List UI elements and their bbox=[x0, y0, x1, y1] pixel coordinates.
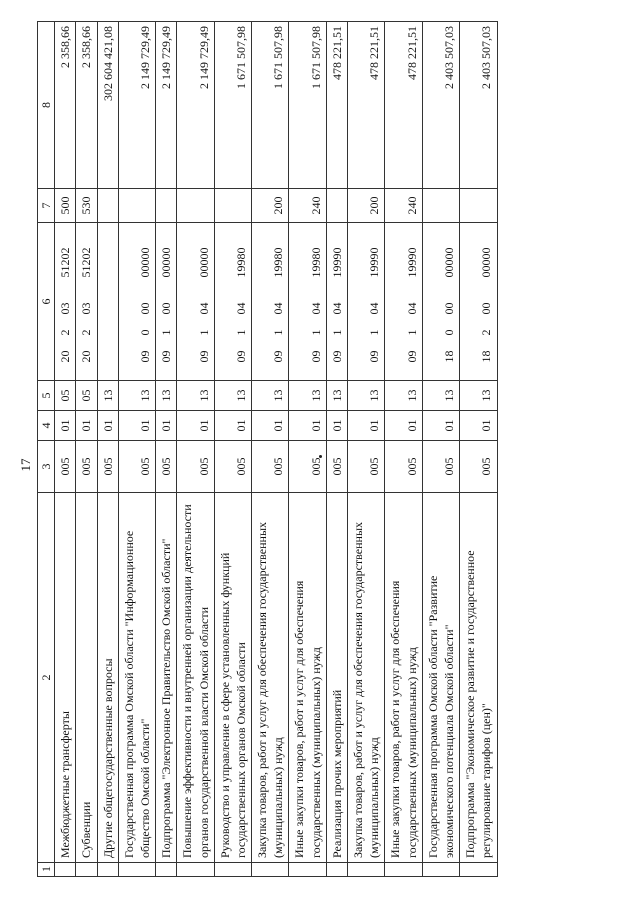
target-article-part-4: 51202 bbox=[79, 247, 94, 278]
section-code-cell: 01 bbox=[422, 411, 459, 441]
amount-cell: 478 221,51 bbox=[385, 22, 422, 189]
item-name-cell: Повышение эффективности и внутренней организации деятельности органов государственной власти Омской области bbox=[177, 493, 214, 863]
item-name-cell: Закупка товаров, работ и услуг для обеспечения государственных (муниципальных) нужд bbox=[348, 493, 385, 863]
target-article-cell bbox=[55, 223, 76, 381]
target-article-part-2: 1 bbox=[367, 329, 382, 336]
section-code-cell: 01 bbox=[97, 411, 118, 441]
column-header-5: 5 bbox=[38, 381, 55, 411]
target-article-part-1: 09 bbox=[308, 350, 323, 363]
target-article-cell bbox=[289, 223, 326, 381]
subsection-code-cell: 13 bbox=[460, 381, 497, 411]
section-code-cell: 01 bbox=[460, 411, 497, 441]
row-index-cell bbox=[97, 863, 118, 877]
target-article-part-3: 00 bbox=[159, 302, 174, 315]
amount-cell: 302 604 421,08 bbox=[97, 22, 118, 189]
section-code-cell: 01 bbox=[252, 411, 289, 441]
item-name-cell: Иные закупки товаров, работ и услуг для обеспечения государственных (муниципальных) нужд bbox=[289, 493, 326, 863]
column-header-1: 1 bbox=[38, 863, 55, 877]
item-name-cell: Реализация прочих мероприятий bbox=[326, 493, 347, 863]
row-index-cell bbox=[385, 863, 422, 877]
target-article-part-1: 18 bbox=[479, 350, 494, 363]
amount-cell: 2 149 729,49 bbox=[156, 22, 177, 189]
amount-cell: 2 403 507,03 bbox=[460, 22, 497, 189]
amount-cell: 2 149 729,49 bbox=[177, 22, 214, 189]
table-row bbox=[214, 22, 251, 877]
ministry-code-cell: 005 bbox=[55, 441, 76, 493]
target-article-part-1: 09 bbox=[196, 350, 211, 363]
target-article-part-2: 2 bbox=[479, 329, 494, 336]
ministry-code-cell: 005 bbox=[214, 441, 251, 493]
subsection-code-cell: 13 bbox=[289, 381, 326, 411]
target-article-part-3: 00 bbox=[441, 302, 456, 315]
row-index-cell bbox=[76, 863, 97, 877]
table-row bbox=[76, 22, 97, 877]
expense-type-cell bbox=[156, 189, 177, 223]
target-article-part-2: 1 bbox=[196, 329, 211, 336]
target-article-cell bbox=[118, 223, 155, 381]
subsection-code-cell: 13 bbox=[156, 381, 177, 411]
expense-type-cell bbox=[177, 189, 214, 223]
target-article-cell bbox=[326, 223, 347, 381]
amount-cell: 2 358,66 bbox=[76, 22, 97, 189]
subsection-code-cell: 13 bbox=[252, 381, 289, 411]
target-article-part-1: 09 bbox=[233, 350, 248, 363]
target-article-part-3: 04 bbox=[233, 302, 248, 315]
column-header-7: 7 bbox=[38, 189, 55, 223]
row-index-cell bbox=[422, 863, 459, 877]
target-article-part-2: 0 bbox=[137, 329, 152, 336]
target-article-cell bbox=[156, 223, 177, 381]
target-article-part-3: 04 bbox=[404, 302, 419, 315]
target-article-part-3: 04 bbox=[271, 302, 286, 315]
expense-type-cell: 240 bbox=[385, 189, 422, 223]
item-name-cell: Субвенции bbox=[76, 493, 97, 863]
table-row bbox=[326, 22, 347, 877]
target-article-part-4: 19990 bbox=[329, 247, 344, 278]
row-index-cell bbox=[348, 863, 385, 877]
item-name-cell: Руководство и управление в сфере установленных функций государственных органов Омской области bbox=[214, 493, 251, 863]
budget-table bbox=[37, 21, 498, 877]
target-article-part-3: 04 bbox=[329, 302, 344, 315]
subsection-code-cell: 13 bbox=[348, 381, 385, 411]
target-article-part-1: 09 bbox=[271, 350, 286, 363]
expense-type-cell bbox=[97, 189, 118, 223]
subsection-code-cell: 05 bbox=[76, 381, 97, 411]
item-name-cell: Подпрограмма "Экономическое развитие и государственное регулирование тарифов (цен)" bbox=[460, 493, 497, 863]
target-article-part-3: 04 bbox=[196, 302, 211, 315]
ministry-code-cell: 005 bbox=[326, 441, 347, 493]
target-article-part-4: 00000 bbox=[159, 247, 174, 278]
table-row bbox=[252, 22, 289, 877]
target-article-part-2: 0 bbox=[441, 329, 456, 336]
ministry-code-cell: 005 bbox=[156, 441, 177, 493]
column-header-8: 8 bbox=[38, 22, 55, 189]
subsection-code-cell: 13 bbox=[326, 381, 347, 411]
target-article-part-3: 03 bbox=[79, 302, 94, 315]
target-article-part-3: 04 bbox=[308, 302, 323, 315]
table-row bbox=[385, 22, 422, 877]
amount-cell: 1 671 507,98 bbox=[289, 22, 326, 189]
row-index-cell bbox=[118, 863, 155, 877]
target-article-cell bbox=[214, 223, 251, 381]
expense-type-cell bbox=[460, 189, 497, 223]
ministry-code-cell: 005 bbox=[118, 441, 155, 493]
amount-cell: 478 221,51 bbox=[348, 22, 385, 189]
ministry-code-cell: 005 bbox=[348, 441, 385, 493]
target-article-part-2: 1 bbox=[233, 329, 248, 336]
item-name-cell: Межбюджетные трансферты bbox=[55, 493, 76, 863]
amount-cell: 1 671 507,98 bbox=[252, 22, 289, 189]
expense-type-cell: 500 bbox=[55, 189, 76, 223]
subsection-code-cell: 13 bbox=[385, 381, 422, 411]
target-article-part-4: 19990 bbox=[404, 247, 419, 278]
target-article-part-3: 00 bbox=[137, 302, 152, 315]
target-article-part-4: 00000 bbox=[441, 247, 456, 278]
target-article-cell bbox=[422, 223, 459, 381]
expense-type-cell bbox=[214, 189, 251, 223]
expense-type-cell bbox=[118, 189, 155, 223]
target-article-part-2: 1 bbox=[159, 329, 174, 336]
subsection-code-cell: 13 bbox=[118, 381, 155, 411]
section-code-cell: 01 bbox=[289, 411, 326, 441]
section-code-cell: 01 bbox=[348, 411, 385, 441]
expense-type-cell: 240 bbox=[289, 189, 326, 223]
ministry-code-cell: 005 bbox=[252, 441, 289, 493]
amount-cell: 1 671 507,98 bbox=[214, 22, 251, 189]
ministry-code-cell: 005 bbox=[422, 441, 459, 493]
column-header-3: 3 bbox=[38, 441, 55, 493]
target-article-cell bbox=[252, 223, 289, 381]
target-article-part-4: 19980 bbox=[233, 247, 248, 278]
target-article-part-4: 19980 bbox=[308, 247, 323, 278]
section-code-cell: 01 bbox=[118, 411, 155, 441]
target-article-part-2: 1 bbox=[404, 329, 419, 336]
ministry-code-cell: 005 bbox=[385, 441, 422, 493]
target-article-part-3: 04 bbox=[367, 302, 382, 315]
target-article-part-2: 1 bbox=[329, 329, 344, 336]
amount-cell: 2 403 507,03 bbox=[422, 22, 459, 189]
table-row bbox=[422, 22, 459, 877]
target-article-cell bbox=[460, 223, 497, 381]
target-article-part-4: 00000 bbox=[196, 247, 211, 278]
subsection-code-cell: 13 bbox=[177, 381, 214, 411]
target-article-part-1: 20 bbox=[79, 350, 94, 363]
target-article-part-1: 09 bbox=[367, 350, 382, 363]
target-article-part-1: 09 bbox=[159, 350, 174, 363]
target-article-part-1: 09 bbox=[329, 350, 344, 363]
target-article-part-4: 00000 bbox=[479, 247, 494, 278]
item-name-cell: Закупка товаров, работ и услуг для обеспечения государственных (муниципальных) нужд bbox=[252, 493, 289, 863]
target-article-part-1: 18 bbox=[441, 350, 456, 363]
page-number: 17 bbox=[18, 458, 33, 472]
table-row bbox=[289, 22, 326, 877]
amount-cell: 2 358,66 bbox=[55, 22, 76, 189]
table-row bbox=[97, 22, 118, 877]
item-name-cell: Другие общегосударственные вопросы bbox=[97, 493, 118, 863]
table-row bbox=[118, 22, 155, 877]
subsection-code-cell: 13 bbox=[97, 381, 118, 411]
ministry-code-cell: 005 bbox=[177, 441, 214, 493]
row-index-cell bbox=[289, 863, 326, 877]
table-row bbox=[156, 22, 177, 877]
table-row bbox=[348, 22, 385, 877]
item-name-cell: Подпрограмма "Электронное Правительство Омской области" bbox=[156, 493, 177, 863]
subsection-code-cell: 05 bbox=[55, 381, 76, 411]
expense-type-cell bbox=[422, 189, 459, 223]
section-code-cell: 01 bbox=[177, 411, 214, 441]
target-article-part-4: 51202 bbox=[58, 247, 73, 278]
table-row bbox=[460, 22, 497, 877]
section-code-cell: 01 bbox=[76, 411, 97, 441]
table-body bbox=[55, 22, 497, 877]
section-code-cell: 01 bbox=[214, 411, 251, 441]
amount-cell: 478 221,51 bbox=[326, 22, 347, 189]
item-name-cell: Иные закупки товаров, работ и услуг для обеспечения государственных (муниципальных) нужд bbox=[385, 493, 422, 863]
target-article-part-2: 1 bbox=[308, 329, 323, 336]
column-header-2: 2 bbox=[38, 493, 55, 863]
target-article-part-3: 03 bbox=[58, 302, 73, 315]
subsection-code-cell: 13 bbox=[214, 381, 251, 411]
target-article-part-3: 00 bbox=[479, 302, 494, 315]
target-article-cell bbox=[348, 223, 385, 381]
expense-type-cell bbox=[326, 189, 347, 223]
ministry-code-cell: 005 bbox=[289, 441, 326, 493]
target-article-part-1: 09 bbox=[137, 350, 152, 363]
target-article-part-4: 19990 bbox=[367, 247, 382, 278]
header-row bbox=[38, 22, 55, 877]
expense-type-cell: 200 bbox=[348, 189, 385, 223]
ministry-code-cell: 005 bbox=[460, 441, 497, 493]
section-code-cell: 01 bbox=[55, 411, 76, 441]
row-index-cell bbox=[252, 863, 289, 877]
row-index-cell bbox=[177, 863, 214, 877]
target-article-cell bbox=[97, 223, 118, 381]
target-article-cell bbox=[385, 223, 422, 381]
table-row bbox=[177, 22, 214, 877]
target-article-part-4: 00000 bbox=[137, 247, 152, 278]
item-name-cell: Государственная программа Омской области "Информационное общество Омской области" bbox=[118, 493, 155, 863]
row-index-cell bbox=[214, 863, 251, 877]
column-header-4: 4 bbox=[38, 411, 55, 441]
subsection-code-cell: 13 bbox=[422, 381, 459, 411]
target-article-part-4: 19980 bbox=[271, 247, 286, 278]
target-article-part-2: 2 bbox=[58, 329, 73, 336]
section-code-cell: 01 bbox=[385, 411, 422, 441]
row-index-cell bbox=[156, 863, 177, 877]
ministry-code-cell: 005 bbox=[97, 441, 118, 493]
target-article-part-1: 20 bbox=[58, 350, 73, 363]
section-code-cell: 01 bbox=[156, 411, 177, 441]
row-index-cell bbox=[326, 863, 347, 877]
item-name-cell: Государственная программа Омской области "Развитие экономического потенциала Омской области" bbox=[422, 493, 459, 863]
target-article-part-2: 2 bbox=[79, 329, 94, 336]
ministry-code-cell: 005 bbox=[76, 441, 97, 493]
target-article-part-2: 1 bbox=[271, 329, 286, 336]
target-article-cell bbox=[76, 223, 97, 381]
amount-cell: 2 149 729,49 bbox=[118, 22, 155, 189]
column-header-6: 6 bbox=[38, 223, 55, 381]
row-index-cell bbox=[460, 863, 497, 877]
table-row bbox=[55, 22, 76, 877]
target-article-part-1: 09 bbox=[404, 350, 419, 363]
target-article-cell bbox=[177, 223, 214, 381]
expense-type-cell: 530 bbox=[76, 189, 97, 223]
row-index-cell bbox=[55, 863, 76, 877]
expense-type-cell: 200 bbox=[252, 189, 289, 223]
section-code-cell: 01 bbox=[326, 411, 347, 441]
